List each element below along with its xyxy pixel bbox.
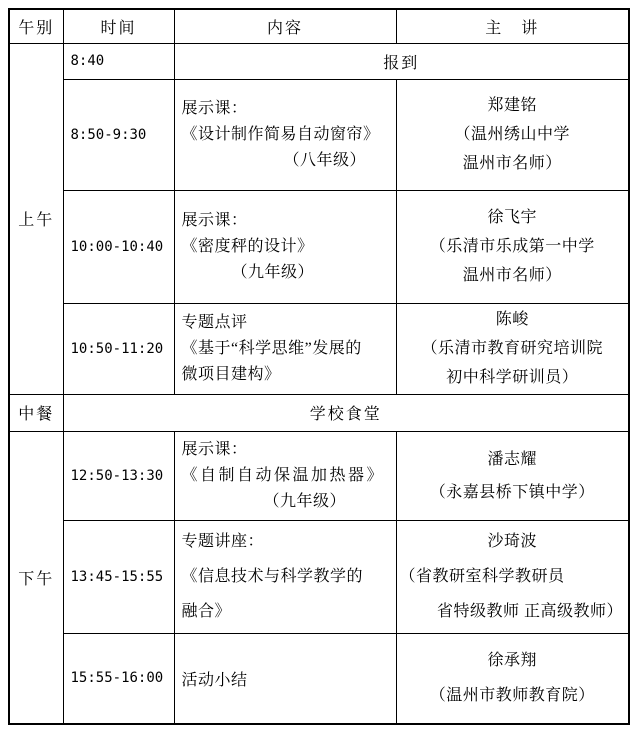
speaker-name: 徐飞宇 — [487, 209, 537, 226]
content-cell — [174, 431, 396, 520]
content-cell — [174, 633, 396, 724]
content-line: 《自制自动保温加热器》 — [181, 466, 386, 484]
content-line-grade: （八年级） — [283, 151, 367, 169]
speaker-name: 陈峻 — [495, 311, 529, 328]
header-speaker: 主 讲 — [396, 9, 629, 43]
content-line-grade: （九年级） — [231, 263, 315, 281]
row-lesson-curtain — [9, 79, 629, 190]
speaker-cell — [396, 303, 629, 394]
content-line: 《设计制作简易自动窗帘》 — [181, 125, 380, 143]
speaker-affiliation: 温州市名师） — [462, 267, 562, 284]
time-cell: 10:50-11:20 — [63, 303, 174, 394]
content-cell — [174, 190, 396, 303]
content-line: 展示课： — [181, 440, 248, 458]
content-cell — [174, 303, 396, 394]
row-lesson-density — [9, 190, 629, 303]
header-time: 时间 — [63, 9, 174, 43]
row-summary — [9, 633, 629, 724]
content-cell — [174, 79, 396, 190]
row-lesson-heater — [9, 431, 629, 520]
period-cell-morning: 上午 — [9, 43, 63, 394]
header-content: 内容 — [174, 9, 396, 43]
speaker-affiliation: （乐清市教育研究培训院 — [421, 340, 603, 357]
time-cell: 12:50-13:30 — [63, 431, 174, 520]
speaker-affiliation: （省教研室科学教研员 — [399, 568, 565, 585]
content-line: 《密度秤的设计》 — [181, 237, 314, 255]
speaker-affiliation: 温州市名师） — [462, 155, 562, 172]
speaker-affiliation: （永嘉县桥下镇中学） — [429, 483, 595, 501]
period-cell-lunch: 中餐 — [9, 394, 63, 431]
content-cell — [174, 520, 396, 633]
speaker-name: 沙琦波 — [487, 533, 537, 550]
time-cell: 10:00-10:40 — [63, 190, 174, 303]
time-cell: 8:40 — [63, 43, 174, 79]
speaker-name: 徐承翔 — [487, 652, 537, 670]
content-line-grade: （九年级） — [263, 492, 347, 510]
speaker-cell — [396, 431, 629, 520]
time-cell: 8:50-9:30 — [63, 79, 174, 190]
schedule-table — [8, 8, 630, 725]
content-line: 融合》 — [181, 603, 232, 620]
header-row — [9, 9, 629, 43]
content-cell-checkin: 报到 — [174, 43, 629, 79]
speaker-affiliation: （乐清市乐成第一中学 — [429, 238, 595, 255]
header-period: 午别 — [9, 9, 63, 43]
speaker-name: 郑建铭 — [487, 97, 537, 114]
speaker-cell — [396, 190, 629, 303]
content-line: 专题点评 — [181, 313, 248, 331]
content-line: 展示课： — [181, 211, 248, 229]
speaker-cell — [396, 520, 629, 633]
row-checkin — [9, 43, 629, 79]
speaker-name: 潘志耀 — [487, 450, 537, 468]
content-line: 展示课： — [181, 99, 248, 117]
content-line: 微项目建构》 — [181, 365, 281, 383]
speaker-affiliation: （温州市教师教育院） — [429, 687, 595, 705]
content-line: 《基于“科学思维”发展的 — [181, 339, 362, 357]
content-cell-lunch: 学校食堂 — [63, 394, 629, 431]
speaker-affiliation: （温州绣山中学 — [454, 126, 570, 143]
row-commentary — [9, 303, 629, 394]
row-lecture — [9, 520, 629, 633]
row-lunch — [9, 394, 629, 431]
content-line: 《信息技术与科学教学的 — [181, 568, 364, 585]
time-cell: 13:45-15:55 — [63, 520, 174, 633]
speaker-cell — [396, 633, 629, 724]
speaker-affiliation: 省特级教师 正高级教师） — [436, 603, 623, 620]
time-cell: 15:55-16:00 — [63, 633, 174, 724]
content-line: 活动小结 — [181, 671, 248, 689]
speaker-cell — [396, 79, 629, 190]
content-line: 专题讲座： — [181, 533, 265, 550]
period-cell-afternoon: 下午 — [9, 431, 63, 724]
speaker-affiliation: 初中科学研训员） — [446, 369, 579, 386]
